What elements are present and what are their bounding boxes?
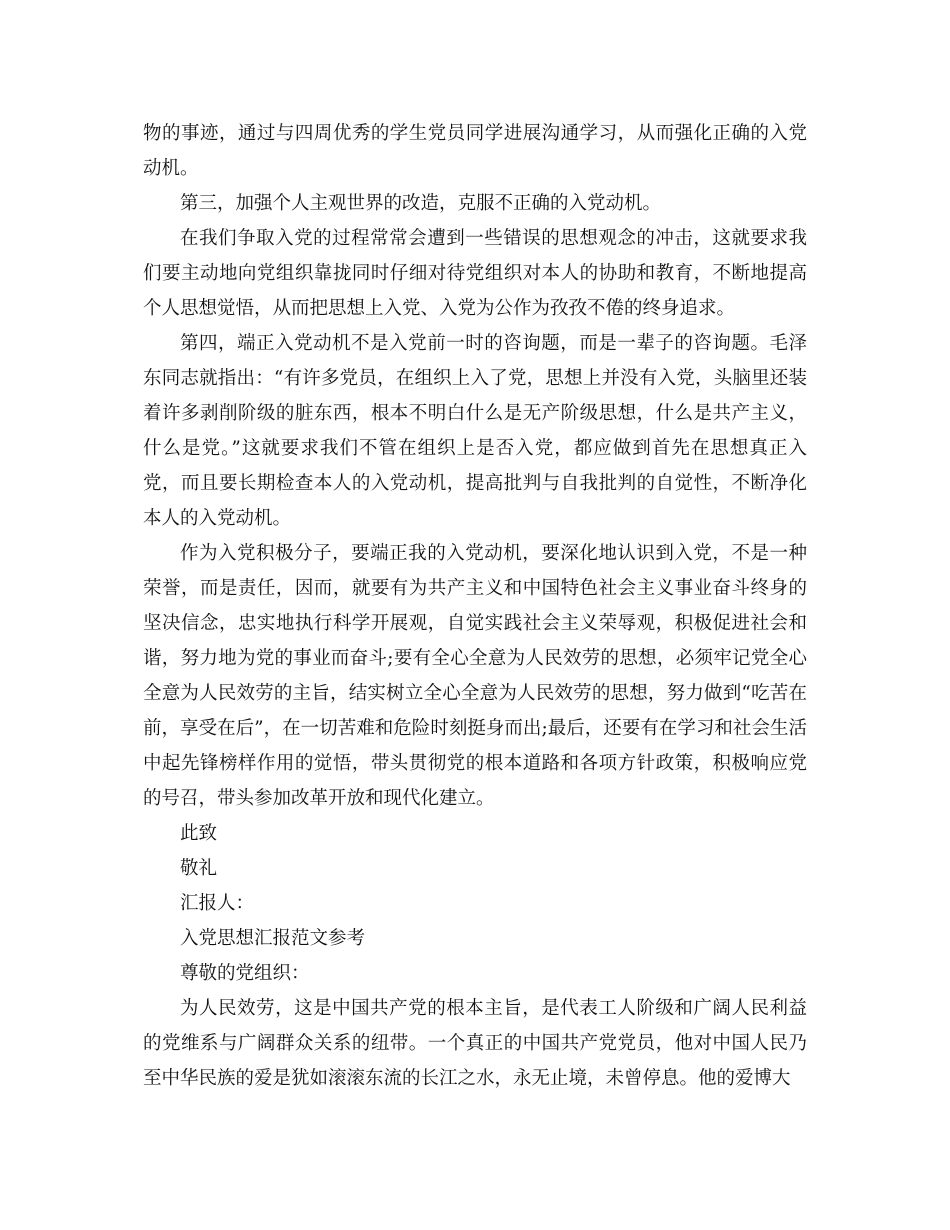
paragraph-third-point-detail: 在我们争取入党的过程常常会遭到一些错误的思想观念的冲击，这就要求我们要主动地向党组织靠拢同时仔细对待党组织对本人的协助和教育，不断地提高个人思想觉悟，从而把思想上入党、入党为公作为孜孜不倦的终身追求。 — [143, 228, 807, 319]
section-title: 入党思想汇报范文参考 — [180, 928, 366, 949]
closing-regards: 敬礼 — [180, 858, 218, 879]
paragraph-continuation: 物的事迹，通过与四周优秀的学生党员同学进展沟通学习，从而强化正确的入党动机。 — [143, 123, 807, 179]
document-body — [143, 116, 807, 1096]
paragraph-fourth-point: 第四，端正入党动机不是入党前一时的咨询题，而是一辈子的咨询题。毛泽东同志就指出：“有许多党员，在组织上入了党，思想上并没有入党，头脑里还装着许多剥削阶级的脏东西，根本不明白什么是无产阶级思想，什么是共产主义，什么是党。”这就要求我们不管在组织上是否入党，都应做到首先在思想真正入党，而且要长期检查本人的入党动机，提高批判与自我批判的自觉性，不断净化本人的入党动机。 — [143, 333, 807, 529]
reporter-signature: 汇报人： — [180, 893, 255, 914]
paragraph-activist-commitment: 作为入党积极分子，要端正我的入党动机，要深化地认识到入党，不是一种荣誉，而是责任，因而，就要有为共产主义和中国特色社会主义事业奋斗终身的坚决信念，忠实地执行科学开展观，自觉实践社会主义荣辱观，积极促进社会和谐，努力地为党的事业而奋斗;要有全心全意为人民效劳的思想，必须牢记党全心全意为人民效劳的主旨，结实树立全心全意为人民效劳的思想，努力做到“吃苦在前，享受在后”，在一切苦难和危险时刻挺身而出;最后，还要有在学习和社会生活中起先锋榜样作用的觉悟，带头贯彻党的根本道路和各项方针政策，积极响应党的号召，带头参加改革开放和现代化建立。 — [143, 543, 807, 809]
paragraph-third-point: 第三，加强个人主观世界的改造，克服不正确的入党动机。 — [180, 193, 662, 214]
paragraph-serve-people: 为人民效劳，这是中国共产党的根本主旨，是代表工人阶级和广阔人民利益的党维系与广阔群众关系的纽带。一个真正的中国共产党党员，他对中国人民乃至中华民族的爱是犹如滚滚东流的长江之水，永无止境，未曾停息。他的爱博大 — [143, 998, 807, 1089]
letter-greeting: 尊敬的党组织： — [180, 963, 310, 984]
closing-salutation: 此致 — [180, 823, 218, 844]
